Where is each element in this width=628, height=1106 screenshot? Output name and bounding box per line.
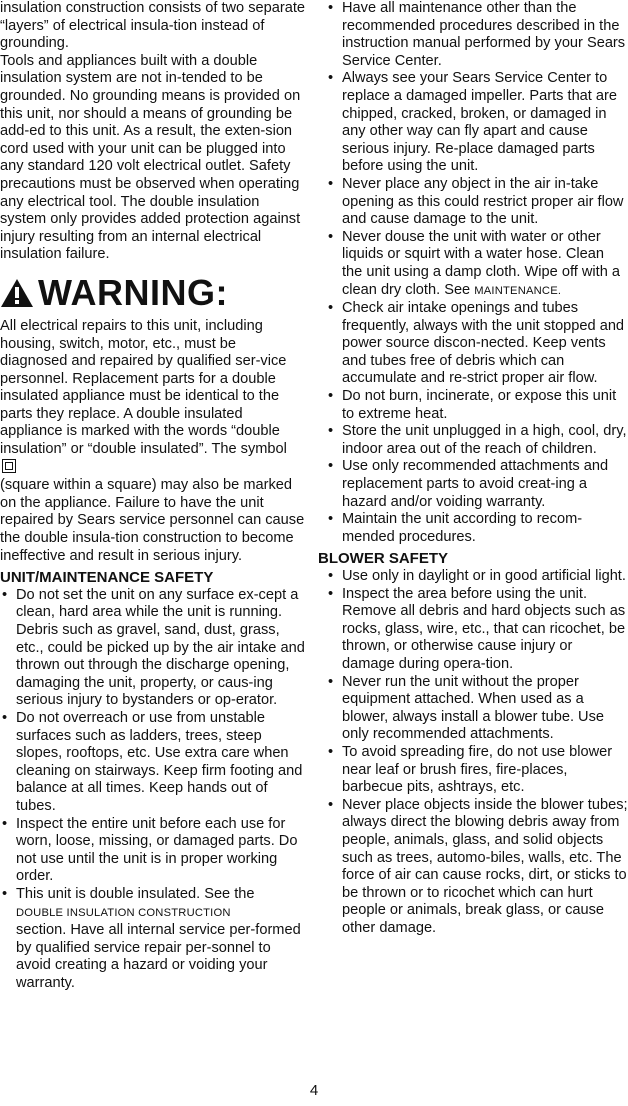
list-item-text: Use only in daylight or in good artificial light.: [342, 568, 626, 584]
warning-text-part-a: All electrical repairs to this unit, including housing, switch, motor, etc., must be diagnosed and repaired by qualified ser-vice personnel. Replacement parts for a double insulated appliance must be identical to the parts they replace. A double insulated appliance is marked with the words “double insulation” or “double insulated”. The symbol: [0, 317, 287, 458]
double-insulation-symbol-icon: [2, 459, 16, 473]
list-item: [0, 816, 306, 886]
list-item-text: section. Have all internal service per-formed by qualified service repair per-sonnel to avoid creating a hazard or voiding your warranty.: [16, 922, 301, 991]
list-item-text: Never run the unit without the proper equipment attached. When used as a blower, always install a blower tube. Use only recommended attachments.: [342, 673, 605, 743]
warning-text: [0, 318, 306, 565]
list-item: [0, 710, 306, 816]
bullet-icon: •: [328, 423, 334, 440]
list-item: [318, 229, 628, 300]
unit-maintenance-heading: UNIT/MAINTENANCE SAFETY: [0, 569, 214, 587]
list-item: [318, 423, 628, 458]
list-item: [318, 70, 628, 176]
list-item: [318, 0, 628, 70]
list-item-text: Do not set the unit on any surface ex-cept a clean, hard area while the unit is running. Debris such as gravel, sand, dust, grass, etc., could be picked up by the air intake and thrown out through the discharge opening, damaging the unit, property, or caus-ing serious injury to bystanders or op-erator.: [16, 586, 305, 709]
list-item: [0, 587, 306, 710]
list-item-text: Always see your Sears Service Center to replace a damaged impeller. Parts that are chipped, cracked, broken, or damaged in any other way can fly apart and cause serious injury. Re-place damaged parts before using the unit.: [342, 70, 618, 175]
list-item-text: Check air intake openings and tubes frequently, always with the unit stopped and power source discon-nected. Keep vents and tubes free of debris which can accumulate and re-strict proper air flow.: [342, 300, 625, 387]
list-item: [318, 797, 628, 938]
left-column: [0, 0, 306, 992]
list-item: [318, 568, 628, 586]
list-item-text: Have all maintenance other than the recommended procedures described in the instruction manual performed by your Sears Service Center.: [342, 0, 626, 69]
bullet-icon: •: [328, 0, 334, 16]
list-item-text: Inspect the entire unit before each use for worn, loose, missing, or damaged parts. Do not use until the unit is in proper working order.: [16, 815, 298, 885]
bullet-icon: •: [328, 743, 334, 760]
warning-text-part-b: (square within a square) may also be marked on the appliance. Failure to have the unit repaired by Sears service personnel can cause the double insula-tion construction to become ineffective and result in serious injury.: [0, 477, 305, 564]
bullet-icon: •: [328, 673, 334, 690]
list-item-text: Maintain the unit according to recom-mended procedures.: [342, 511, 583, 545]
list-item: [318, 586, 628, 674]
list-item: [318, 176, 628, 229]
section-reference: DOUBLE INSULATION CONSTRUCTION: [16, 906, 231, 919]
bullet-icon: •: [2, 709, 8, 726]
bullet-icon: •: [328, 228, 334, 245]
list-item: [318, 674, 628, 744]
bullet-icon: •: [2, 815, 8, 832]
warning-title: [0, 270, 306, 316]
bullet-icon: •: [2, 885, 8, 902]
right-column: [318, 0, 628, 937]
list-item: [318, 300, 628, 388]
unit-maintenance-list: [0, 587, 306, 993]
bullet-icon: •: [328, 175, 334, 192]
list-item-text: Never place any object in the air in-take opening as this could restrict proper air flow and cause damage to the unit.: [342, 175, 624, 228]
list-item: [318, 511, 628, 546]
bullet-icon: •: [328, 70, 334, 87]
list-item-text: Do not burn, incinerate, or expose this unit to extreme heat.: [342, 388, 617, 422]
list-item-text: Never douse the unit with water or other liquids or squirt with a water hose. Clean the unit using a damp cloth. Wipe off with a clean dry cloth. See: [342, 228, 620, 298]
list-item: [318, 744, 628, 797]
bullet-icon: •: [328, 511, 334, 528]
list-item-text: This unit is double insulated. See the: [16, 885, 255, 902]
list-item: [0, 886, 306, 993]
list-item-text: Store the unit unplugged in a high, cool, dry, indoor area out of the reach of children.: [342, 423, 627, 457]
list-item: [318, 388, 628, 423]
list-item-text: Inspect the area before using the unit. Remove all debris and hard objects such as rocks, glass, wire, etc., that can ricochet, be thrown, or otherwise cause injury or damage during opera-tion.: [342, 585, 626, 672]
warning-title-text: WARNING:: [38, 271, 228, 313]
list-item-text: Use only recommended attachments and replacement parts to avoid creat-ing a hazard and/or voiding warranty.: [342, 458, 609, 510]
intro-paragraph-1: insulation construction consists of two separate “layers” of electrical insula-tion instead of grounding.: [0, 0, 306, 52]
blower-safety-heading: BLOWER SAFETY: [318, 550, 448, 568]
maintenance-list-continued: [318, 0, 628, 546]
bullet-icon: •: [328, 458, 334, 475]
section-reference: MAINTENANCE.: [474, 284, 562, 297]
page-number: 4: [309, 1082, 319, 1099]
bullet-icon: •: [328, 388, 334, 405]
bullet-icon: •: [328, 585, 334, 602]
bullet-icon: •: [2, 586, 8, 603]
list-item-text: Do not overreach or use from unstable surfaces such as ladders, trees, steep slopes, rooftops, etc. Use extra care when cleaning on stairways. Keep firm footing and balance at all times. Keep hands out of tubes.: [16, 709, 303, 814]
bullet-icon: •: [328, 568, 334, 584]
warning-triangle-icon: [0, 278, 34, 308]
list-item-text: Never place objects inside the blower tubes; always direct the blowing debris away from people, animals, glass, and solid objects such as trees, automo-biles, walls, etc. The force of air can cause rocks, dirt, or sticks to be thrown or to ricochet which can hurt people or animals, break glass, or cause other damage.: [342, 796, 628, 936]
bullet-icon: •: [328, 796, 334, 813]
blower-safety-list: [318, 568, 628, 937]
intro-paragraph-2: Tools and appliances built with a double insulation system are not in-tended to be grounded. No grounding means is provided on this unit, nor should a means of grounding be add-ed to this unit. As a result, the exten-sion cord used with your unit can be plugged into any standard 120 volt electrical outlet. Safety precautions must be observed when operating any electrical tool. The double insulation system only provides added protection against injury resulting from an internal electrical insulation failure.: [0, 52, 301, 263]
list-item-text: To avoid spreading fire, do not use blower near leaf or brush fires, fire-places, barbecue pits, ashtrays, etc.: [342, 743, 613, 796]
list-item: [318, 458, 628, 511]
bullet-icon: •: [328, 300, 334, 317]
